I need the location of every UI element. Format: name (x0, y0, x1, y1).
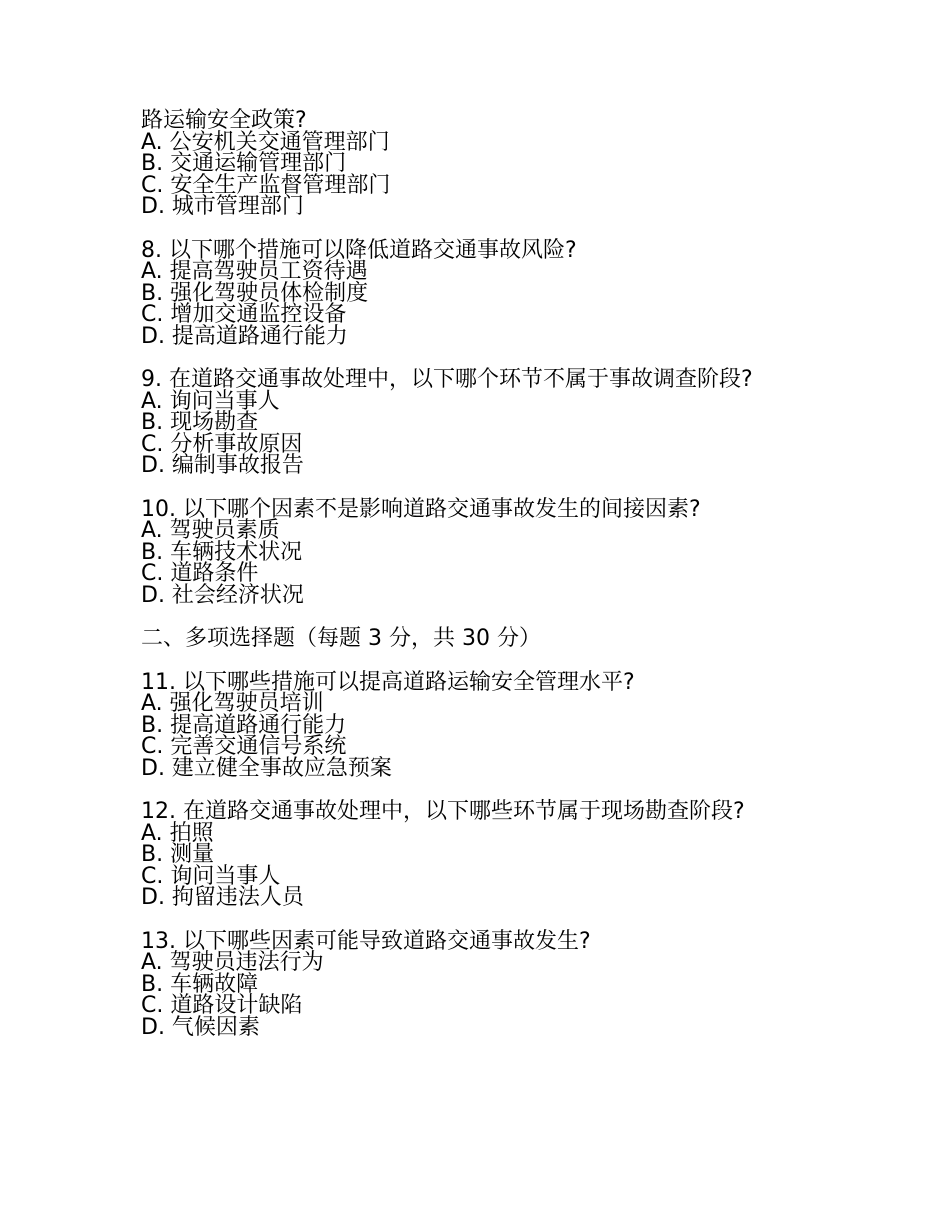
option-d: D. 提高道路通行能力 (141, 323, 348, 349)
option-a: A. 驾驶员素质 (141, 518, 280, 543)
question-block (141, 369, 821, 477)
question-block (141, 669, 821, 781)
question-block (141, 496, 821, 608)
option-b: B. 测量 (141, 842, 215, 867)
question-stem: 9. 在道路交通事故处理中，以下哪个环节不属于事故调查阶段? (141, 367, 753, 392)
option-c: C. 道路条件 (141, 561, 259, 586)
question-stem: 12. 在道路交通事故处理中，以下哪些环节属于现场勘查阶段? (141, 799, 745, 824)
option-a: A. 驾驶员违法行为 (141, 950, 324, 975)
option-c: C. 询问当事人 (141, 863, 281, 889)
option-c: C. 道路设计缺陷 (141, 993, 303, 1018)
question-stem: 11. 以下哪些措施可以提高道路运输安全管理水平? (141, 669, 635, 695)
option-a: A. 公安机关交通管理部门 (141, 129, 390, 155)
option-a: A. 拍照 (141, 820, 214, 846)
question-block (141, 237, 821, 349)
option-a: A. 提高驾驶员工资待遇 (141, 259, 368, 284)
option-b: B. 车辆故障 (141, 971, 259, 997)
document-page (141, 110, 821, 1060)
option-d: D. 拘留违法人员 (141, 885, 304, 910)
option-b: B. 强化驾驶员体检制度 (141, 280, 369, 306)
option-c: C. 分析事故原因 (141, 431, 303, 457)
option-a: A. 强化驾驶员培训 (141, 691, 324, 716)
section-title: 二、多项选择题（每题 3 分，共 30 分） (141, 626, 541, 651)
question-stem: 8. 以下哪个措施可以降低道路交通事故风险? (141, 237, 577, 263)
option-d: D. 建立健全事故应急预案 (141, 755, 392, 781)
option-d: D. 气候因素 (141, 1014, 260, 1040)
option-d: D. 社会经济状况 (141, 582, 304, 608)
question-stem: 13. 以下哪些因素可能导致道路交通事故发生? (141, 928, 591, 954)
option-c: C. 安全生产监督管理部门 (141, 172, 391, 198)
question-stem: 路运输安全政策? (141, 108, 307, 133)
question-block (141, 928, 821, 1040)
option-c: C. 完善交通信号系统 (141, 734, 347, 759)
question-block (141, 110, 821, 218)
option-c: C. 增加交通监控设备 (141, 302, 347, 327)
option-b: B. 车辆技术状况 (141, 539, 303, 565)
question-stem: 10. 以下哪个因素不是影响道路交通事故发生的间接因素? (141, 496, 701, 522)
option-b: B. 提高道路通行能力 (141, 712, 347, 738)
option-d: D. 城市管理部门 (141, 194, 304, 219)
option-a: A. 询问当事人 (141, 388, 280, 414)
option-b: B. 交通运输管理部门 (141, 151, 347, 176)
option-d: D. 编制事故报告 (141, 453, 304, 478)
option-b: B. 现场勘查 (141, 410, 259, 435)
question-block (141, 801, 821, 909)
